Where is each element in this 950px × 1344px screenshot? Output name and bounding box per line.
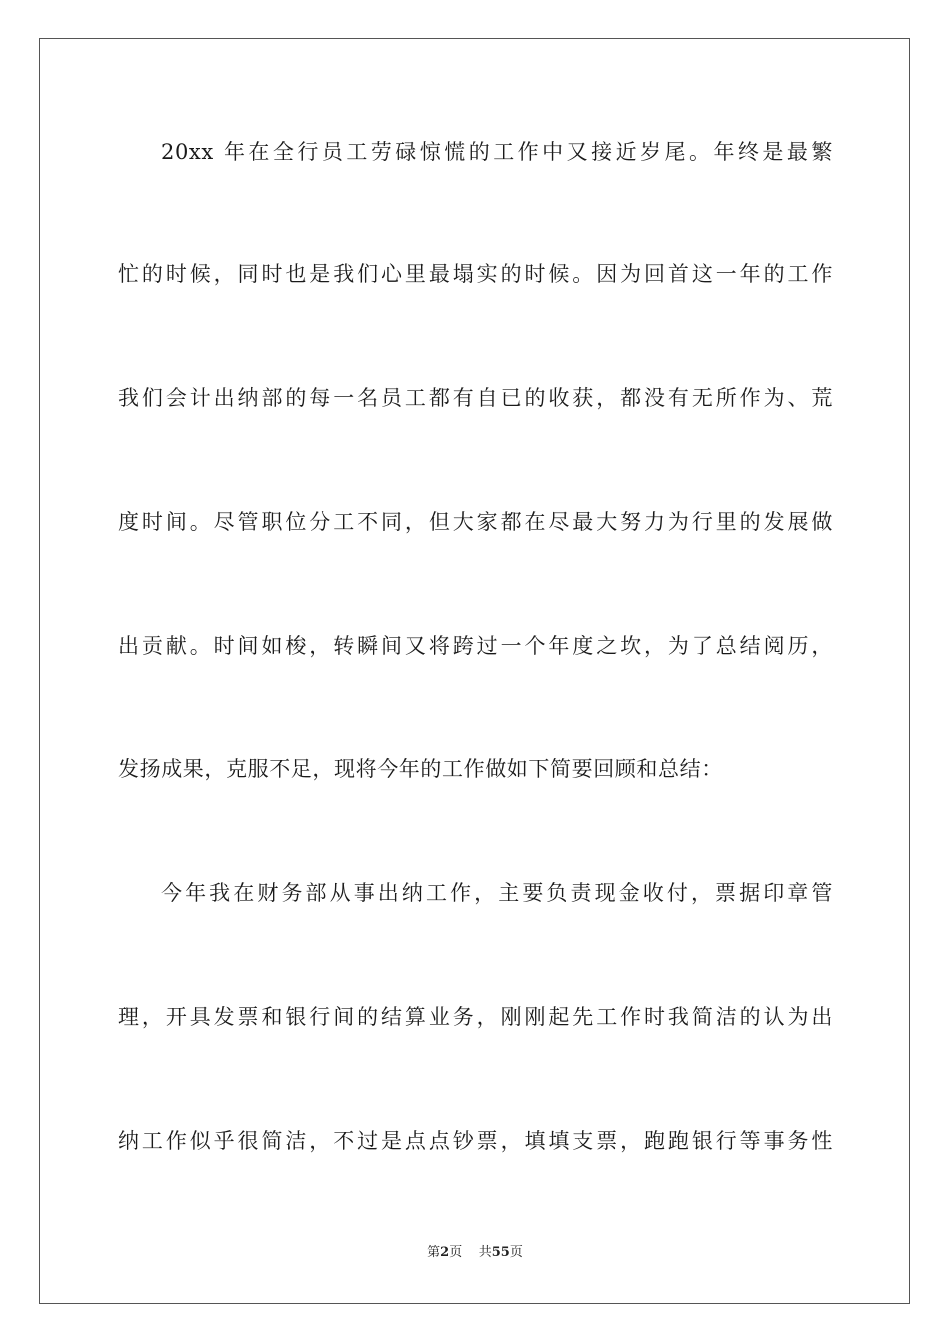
paragraph-2-line-2: 理，开具发票和银行间的结算业务，刚刚起先工作时我简洁的认为出 bbox=[118, 1005, 833, 1029]
paragraph-1-line-6: 发扬成果，克服不足，现将今年的工作做如下简要回顾和总结： bbox=[118, 757, 723, 781]
paragraph-2-line-1: 今年我在财务部从事出纳工作，主要负责现金收付，票据印章管 bbox=[161, 881, 833, 905]
total-prefix: 共 bbox=[478, 1245, 492, 1260]
paragraph-1-line-2: 忙的时候，同时也是我们心里最塌实的时候。因为回首这一年的工作 bbox=[118, 262, 833, 286]
page-suffix: 页 bbox=[449, 1245, 463, 1260]
page-prefix: 第 bbox=[427, 1245, 441, 1260]
paragraph-1-line-4: 度时间。尽管职位分工不同，但大家都在尽最大努力为行里的发展做 bbox=[118, 510, 833, 534]
paragraph-1-line-5: 出贡献。时间如梭，转瞬间又将跨过一个年度之坎，为了总结阅历， bbox=[118, 634, 833, 658]
paragraph-1-line-1: 20xx 年在全行员工劳碌惊慌的工作中又接近岁尾。年终是最繁 bbox=[161, 140, 833, 164]
page-footer bbox=[0, 1244, 950, 1262]
page-border bbox=[39, 38, 910, 1304]
paragraph-2-line-3: 纳工作似乎很简洁，不过是点点钞票，填填支票，跑跑银行等事务性 bbox=[118, 1129, 833, 1153]
total-pages: 55 bbox=[491, 1245, 510, 1260]
total-suffix: 页 bbox=[509, 1245, 523, 1260]
page-number: 2 bbox=[440, 1245, 450, 1260]
paragraph-1-line-3: 我们会计出纳部的每一名员工都有自已的收获，都没有无所作为、荒 bbox=[118, 386, 833, 410]
